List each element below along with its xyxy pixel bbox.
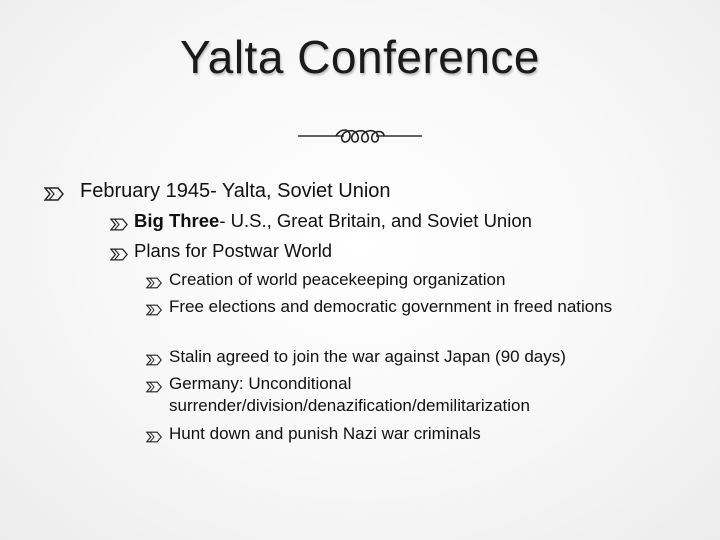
bookmark-ribbon-icon <box>146 423 169 449</box>
list-item <box>110 210 532 236</box>
bookmark-ribbon-icon <box>146 346 169 372</box>
bookmark-ribbon-icon <box>146 373 169 399</box>
bookmark-ribbon-icon <box>146 296 169 322</box>
slide-title: Yalta Conference <box>179 31 541 83</box>
bookmark-ribbon-icon <box>146 269 169 295</box>
list-item-text: Plans for Postwar World <box>134 240 333 261</box>
list-item-bold: Big Three <box>134 210 220 231</box>
list-item-text: February 1945- Yalta, Soviet Union <box>80 180 391 202</box>
list-item <box>146 423 666 449</box>
list-item-text: Free elections and democratic government in freed nations <box>169 297 613 316</box>
list-item-text: Stalin agreed to join the war against Japan (90 days) <box>169 347 566 366</box>
bookmark-ribbon-icon <box>110 240 134 266</box>
bookmark-ribbon-icon <box>44 180 80 207</box>
list-item-text: Hunt down and punish Nazi war criminals <box>169 424 481 443</box>
list-item-text: Germany: Unconditional surrender/division/denazification/demilitarization <box>169 374 530 415</box>
bookmark-ribbon-icon <box>110 210 134 236</box>
list-item <box>44 180 391 207</box>
list-item <box>146 269 666 295</box>
list-item <box>146 373 666 417</box>
list-item <box>146 296 666 322</box>
list-item-text: - U.S., Great Britain, and Soviet Union <box>219 210 532 231</box>
list-item-text: Creation of world peacekeeping organization <box>169 270 506 289</box>
list-item <box>110 240 332 266</box>
list-item <box>146 346 666 372</box>
